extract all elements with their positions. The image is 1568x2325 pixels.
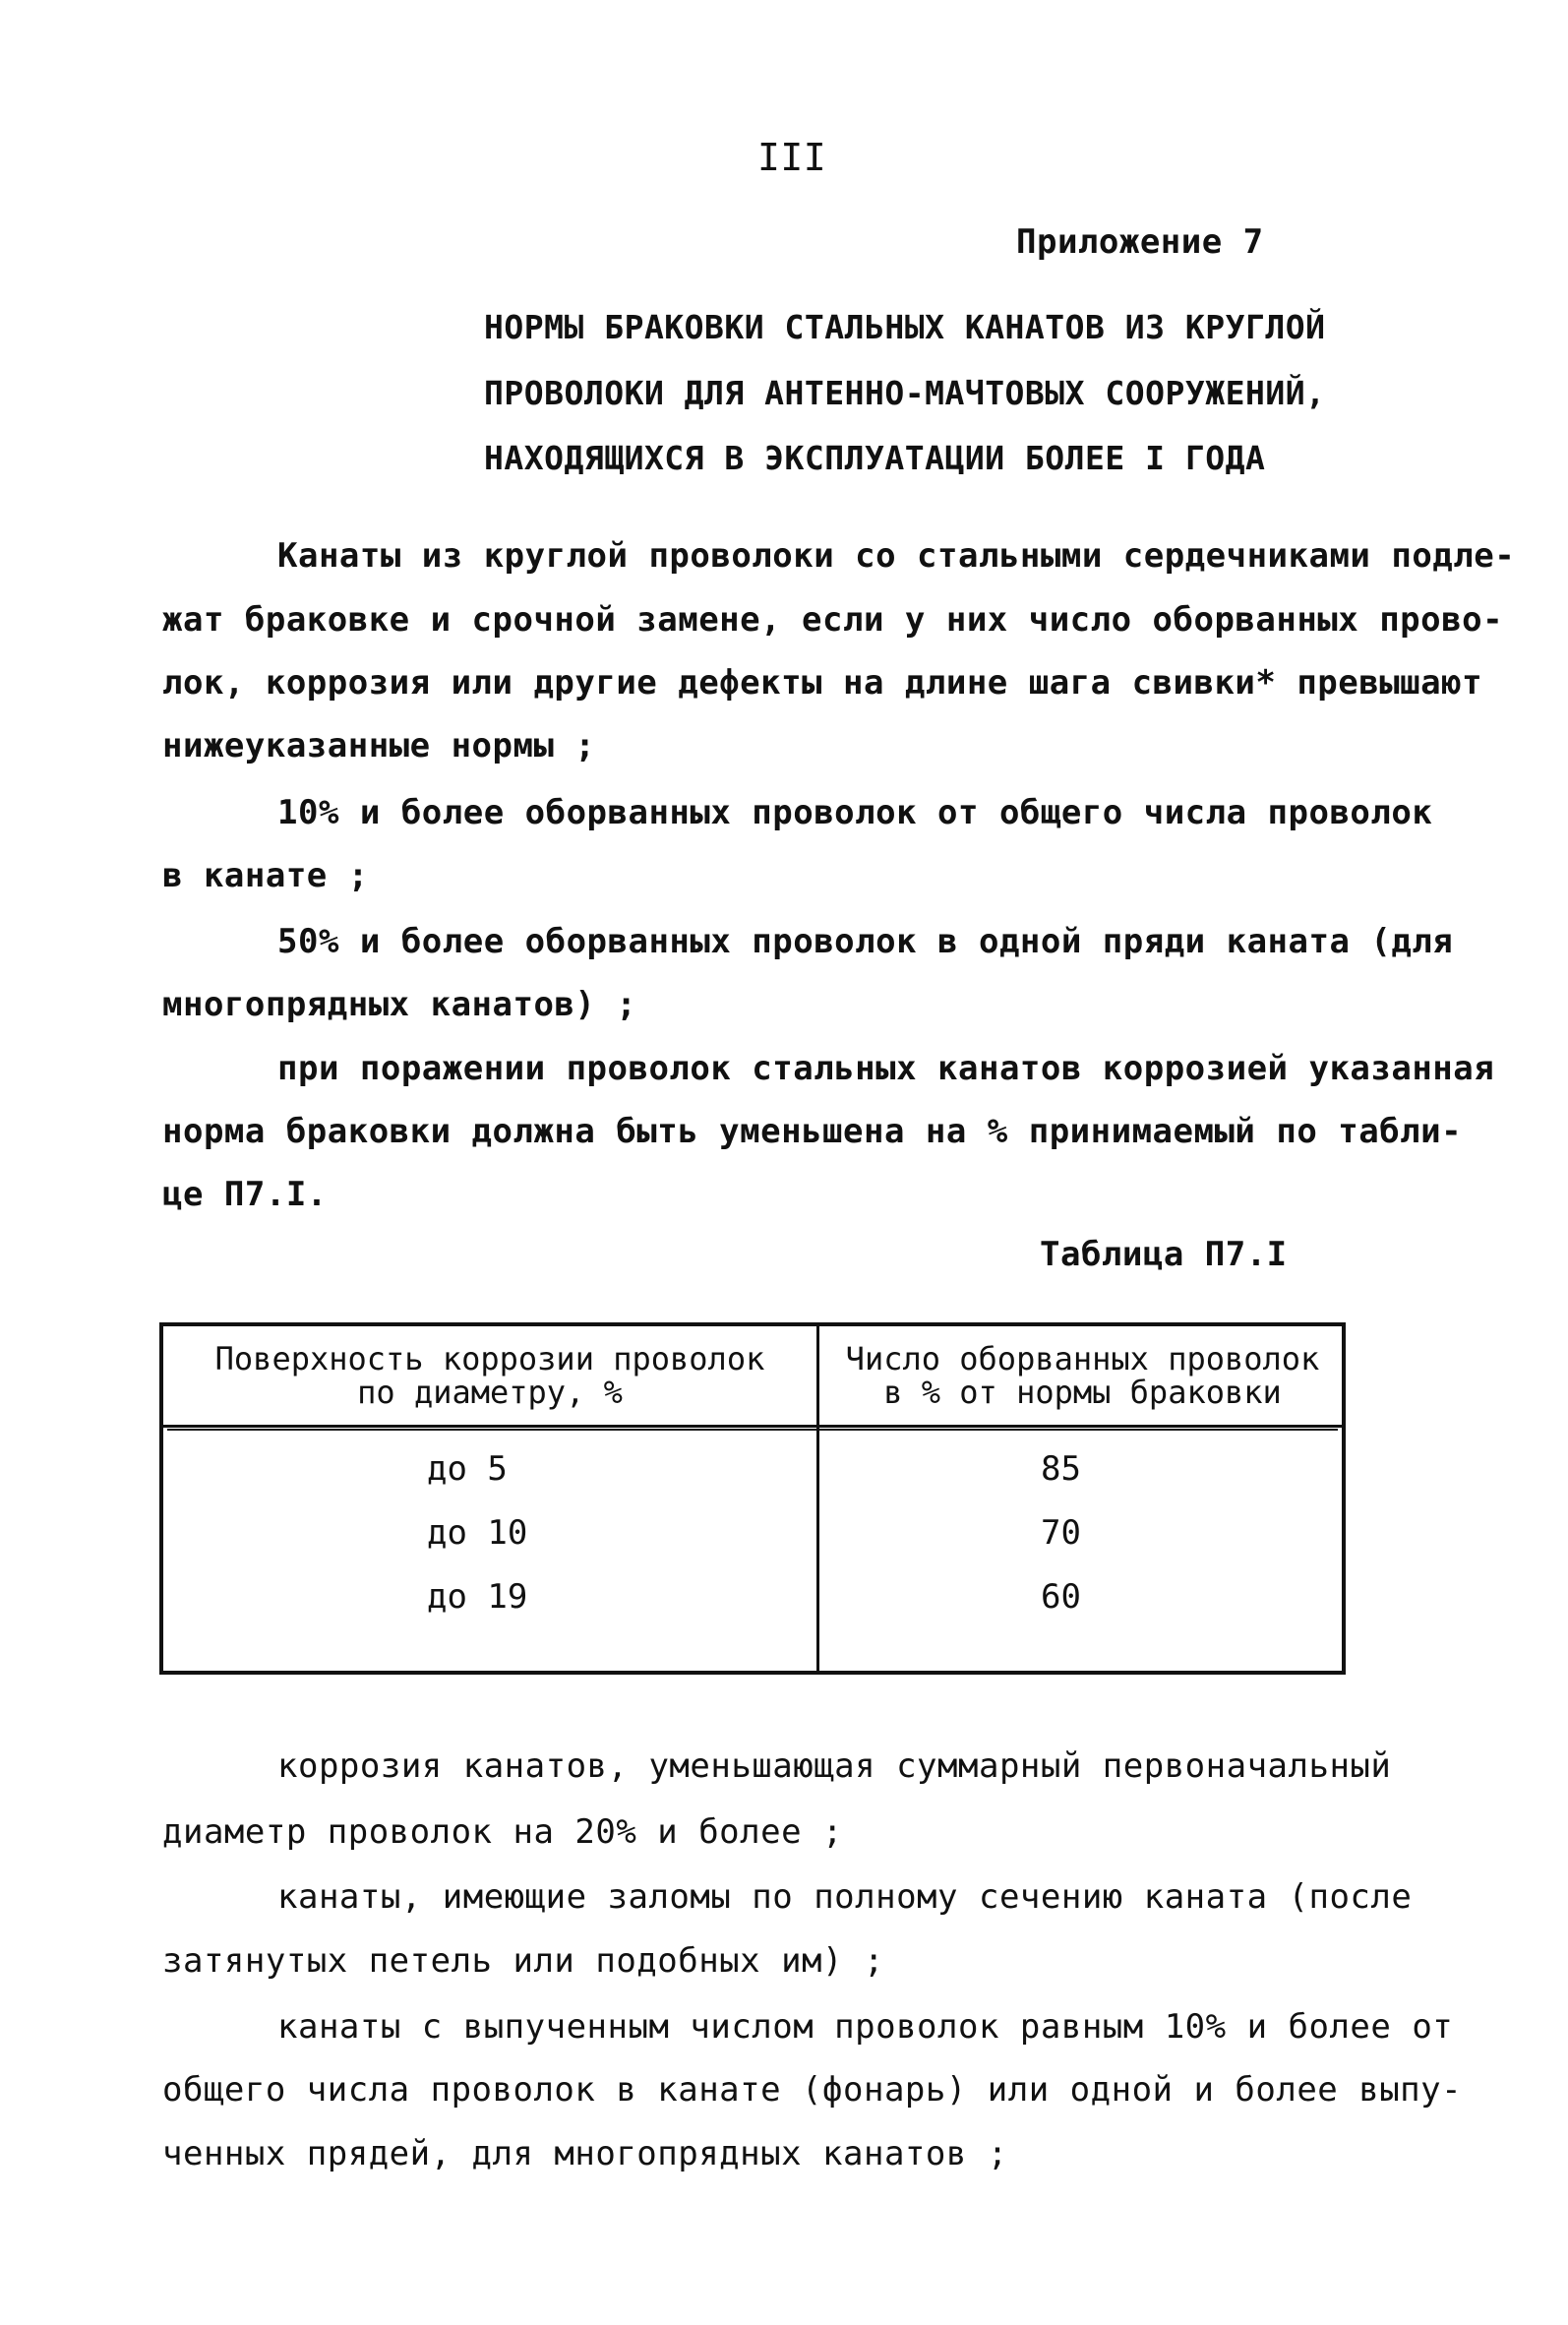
corrosion-table (159, 1322, 1346, 1675)
table-header-count-line-1: Число оборванных проволок (845, 1340, 1320, 1377)
appendix-label: Приложение 7 (1016, 222, 1264, 262)
body-line: диаметр проволок на 20% и более ; (162, 1812, 844, 1852)
body-line: коррозия канатов, уменьшающая суммарный первоначальный (277, 1746, 1392, 1786)
table-cell-count: 85 (1041, 1449, 1081, 1489)
body-line: лок, коррозия или другие дефекты на длине шага свивки* превышают (162, 663, 1483, 703)
document-title-line-1: НОРМЫ БРАКОВКИ СТАЛЬНЫХ КАНАТОВ ИЗ КРУГЛОЙ (484, 308, 1326, 346)
body-line: канаты, имеющие заломы по полному сечению каната (после (277, 1877, 1413, 1917)
body-line: це П7.I. (162, 1175, 328, 1214)
body-line: Канаты из круглой проволоки со стальными сердечниками подле- (277, 536, 1516, 576)
body-line: в канате ; (162, 856, 369, 895)
page-number: III (757, 136, 827, 179)
body-line: общего числа проволок в канате (фонарь) или одной и более выпу- (162, 2070, 1463, 2110)
table-header-count (819, 1342, 1346, 1409)
table-header-surface-line-1: Поверхность коррозии проволок (214, 1340, 765, 1377)
body-line: ченных прядей, для многопрядных канатов ; (162, 2134, 1008, 2173)
table-header-divider (163, 1425, 1342, 1428)
table-cell-count: 60 (1041, 1577, 1081, 1617)
body-line: затянутых петель или подобных им) ; (162, 1941, 884, 1981)
body-line: многопрядных канатов) ; (162, 985, 637, 1024)
table-cell-count: 70 (1041, 1513, 1081, 1553)
document-title-line-3: НАХОДЯЩИХСЯ В ЭКСПЛУАТАЦИИ БОЛЕЕ I ГОДА (484, 439, 1266, 477)
body-line: 50% и более оборванных проволок в одной пряди каната (для (277, 922, 1454, 961)
table-header-count-line-2: в % от нормы браковки (883, 1374, 1282, 1411)
document-title-line-2: ПРОВОЛОКИ ДЛЯ АНТЕННО-МАЧТОВЫХ СООРУЖЕНИЙ, (484, 374, 1326, 412)
table-cell-surface: до 19 (427, 1577, 528, 1617)
table-caption: Таблица П7.I (1040, 1235, 1288, 1274)
body-line: нижеуказанные нормы ; (162, 726, 596, 765)
body-line: при поражении проволок стальных канатов коррозией указанная (277, 1049, 1495, 1088)
body-line: 10% и более оборванных проволок от общего числа проволок (277, 793, 1433, 832)
body-line: канаты с выпученным числом проволок равным 10% и более от (277, 2007, 1454, 2047)
table-header-surface-line-2: по диаметру, % (357, 1374, 623, 1411)
body-line: жат браковке и срочной замене, если у них число оборванных прово- (162, 600, 1504, 640)
body-line: норма браковки должна быть уменьшена на % принимаемый по табли- (162, 1112, 1463, 1151)
table-header-surface (163, 1342, 816, 1409)
table-cell-surface: до 10 (427, 1513, 528, 1553)
table-header-divider-inner (167, 1429, 1338, 1431)
table-cell-surface: до 5 (427, 1449, 508, 1489)
